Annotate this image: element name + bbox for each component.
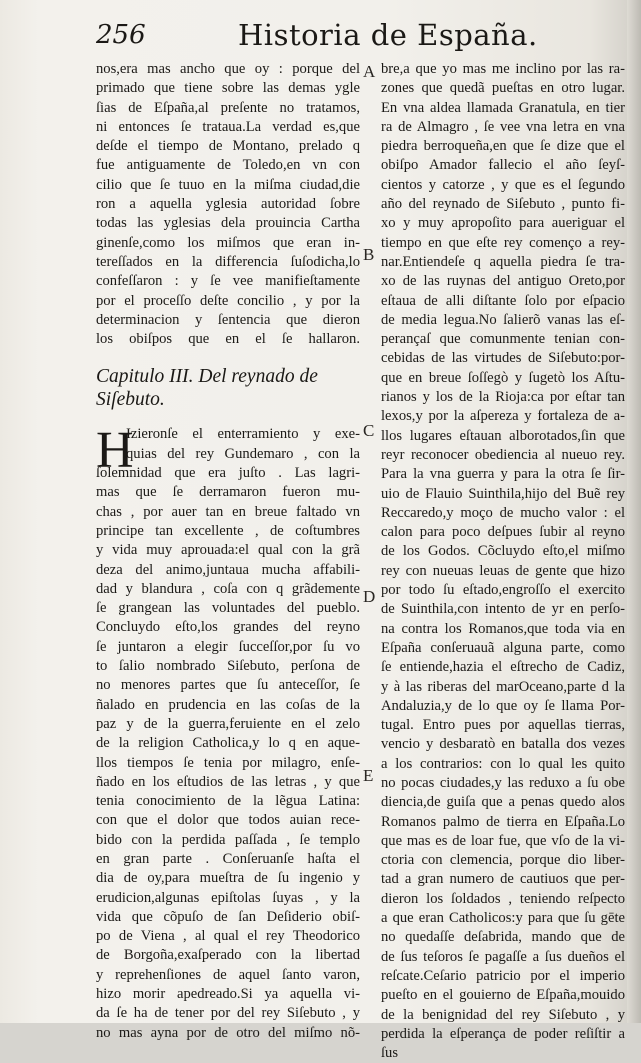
text-line: to ſalio nombrado Siſebuto, perſona de	[96, 658, 360, 675]
text-line: de Suinthila,con intento de yr en perſo-	[381, 601, 625, 618]
text-line: cebidas de las virtudes de Siſebuto:por-	[381, 350, 625, 367]
text-line: no menores partes que ſu anteceſſor, ſe	[96, 677, 360, 694]
text-line: ſias de Eſpaña,al preſente no tratamos,	[96, 99, 360, 116]
text-line: no pocas ciudades,y las reduxo a ſu obe	[381, 774, 625, 791]
text-line: cientos y catorze , y que es el ſegundo	[381, 176, 625, 193]
margin-marker-d: D	[363, 587, 376, 606]
text-line: nar.Entiendeſe q aquella piedra ſe tra-	[381, 253, 625, 270]
text-line: de media legua.No ſalierõ vanas las eſ-	[381, 311, 625, 328]
margin-marker-c: C	[363, 421, 375, 440]
text-line: fue antiguamente de Toledo,en vn con	[96, 157, 360, 174]
text-line: Reccaredo,y moço de mucho valor : el	[381, 504, 625, 521]
text-line: Para la vna guerra y para la otra ſe ſir-	[381, 466, 625, 483]
text-line: tugal. Entro pues por aquellas tierras,	[381, 717, 625, 734]
text-line: lexos,y por la aſpereza y fortaleza de a-	[381, 408, 625, 425]
text-line: diencia,de guiſa que a penas quedo alos	[381, 794, 625, 811]
text-line: primado que tiene sobre las demas ygle	[96, 80, 360, 97]
text-line: ñado en los eſtudios de las letras , y que	[96, 773, 360, 790]
text-line: obiſpo Amador fallecio el año ſeyſ-	[381, 157, 625, 174]
text-line: dia de oy,para mueſtra de ſu ingenio y	[96, 870, 360, 887]
text-line: que en breue ſoſſegò y ſugetò los Aſtu-	[381, 369, 625, 386]
text-line: a que eran Catholicos:y para que ſu gēte	[381, 910, 625, 927]
chapter-heading-line: Capitulo III. Del reynado de	[96, 366, 318, 388]
text-line: da ſe ha de tener por del rey Siſebuto , y	[96, 1005, 360, 1022]
text-line: de Borgoña,exaſperado con la libertad	[96, 947, 360, 964]
left-text-block	[96, 60, 360, 349]
text-line: de los Godos. Cõcluydo eſto,el miſmo	[381, 543, 625, 560]
text-line: vencio y desbaratò en batalla dos vezes	[381, 736, 625, 753]
text-line: ra de Almagro , ſe vee vna letra en vna	[381, 118, 625, 135]
text-line: Concluydo eſto,los grandes del reyno	[96, 619, 360, 636]
text-line: tenia conocimiento de la lẽgua Latina:	[96, 793, 360, 810]
text-line: por todo ſu eſtado,engroſſo el exercito	[381, 582, 625, 599]
text-line: que mas es de loar fue, que vſo de la vi-	[381, 832, 625, 849]
text-line: deſde el tiempo de Montano, prelado q	[96, 138, 360, 155]
text-line: na contra los Romanos,que toda via en	[381, 620, 625, 637]
text-line: pueſto en el gouierno de Eſpaña,mouido	[381, 987, 625, 1004]
text-line: y vida muy aprouada:el qual con la grã	[96, 542, 360, 559]
running-title: Historia de España.	[238, 18, 538, 52]
text-line: piedra berroqueña,en que ſe dize que el	[381, 138, 625, 155]
page-edge	[627, 0, 641, 1023]
text-line: de la religion Catholica,y lo q en aque-	[96, 735, 360, 752]
text-line: dad y blandura , coſa con q grãdemente	[96, 580, 360, 597]
margin-marker-a: A	[363, 62, 376, 81]
text-line: ſe entiende,hazia el eſtrecho de Cadiz,	[381, 659, 625, 676]
text-line: principe tan excellente , de coſtumbres	[96, 522, 360, 539]
text-line: y reprehenſiones de aquel ſanto varon,	[96, 966, 360, 983]
text-line: bido con la perdida paſſada , ſe templo	[96, 831, 360, 848]
right-column	[381, 60, 625, 1063]
text-line: rey con nueuas leuas de gente que hizo	[381, 562, 625, 579]
text-line: ſe juntaron a elegir ſucceſſor,por ſu vo	[96, 638, 360, 655]
text-line: no mas ayna por de otro del miſmo nõ-	[96, 1024, 360, 1041]
text-line: zones que quedã pueſtas en otro lugar.	[381, 80, 625, 97]
text-line: po de Viena , al qual el rey Theodorico	[96, 928, 360, 945]
text-line: deza del animo,juntaua mucha affabili-	[96, 561, 360, 578]
text-line: En vna aldea llamada Granatula, en tier	[381, 99, 625, 116]
text-line: de la benignidad del rey Siſebuto , y	[381, 1006, 625, 1023]
left-text-continued	[96, 464, 360, 1043]
dropcap-lines	[96, 425, 360, 464]
text-line: por el proceſſo deſte concilio , y por la	[96, 292, 360, 309]
page-header	[96, 14, 626, 54]
text-line: hizo morir apedreado.Si ya aquella vi-	[96, 986, 360, 1003]
text-line: perdida la eſperança de poder reſiſtir a	[381, 1025, 625, 1042]
text-line: cilio que ſe tuuo en la miſma ciudad,die	[96, 176, 360, 193]
text-line: y à las riberas del marOceano,parte d la	[381, 678, 625, 695]
text-line: ſolemnidad que era juſto . Las lagri-	[96, 465, 360, 482]
text-line: todas las yglesias dela prouincia Cartha	[96, 215, 360, 232]
text-line: los obiſpos que en el ſe hallaron.	[96, 331, 360, 348]
text-line: rianos y los de la Rioja:ca por eſtar tan	[381, 389, 625, 406]
text-line: Romanos palmo de tierra en Eſpaña.Lo	[381, 813, 625, 830]
text-line: ſus	[381, 1045, 399, 1062]
text-line: paz y de la guerra,feruiente en el zelo	[96, 715, 360, 732]
text-line: dieron los ſoldados , teniendo reſpecto	[381, 890, 625, 907]
text-line: uio de Flauio Suinthila,hijo del Buẽ rey	[381, 485, 625, 502]
drop-cap: H	[96, 422, 134, 480]
page-number: 256	[96, 20, 146, 50]
text-line: en gran parte . Conſeruanſe haſta el	[96, 850, 360, 867]
text-line: xo de las ruynas del antiguo Oreto,por	[381, 273, 625, 290]
text-line: tereſſados en la differencia ſuſodicha,lo	[96, 253, 360, 270]
chapter-heading	[96, 365, 360, 411]
text-line: bre,a que yo mas me inclino por las ra-	[381, 61, 625, 77]
text-line: con que el dolor que todos auian rece-	[96, 812, 360, 829]
text-line: calon para poco deſpues ſubir al reyno	[381, 524, 625, 541]
text-line: nos,era mas ancho que oy : porque del	[96, 61, 360, 77]
text-line: vida que cõpuſo de ſan Deſiderio obiſ-	[96, 908, 360, 925]
text-line: xo y muy apropoſito para aueriguar el	[381, 215, 625, 232]
text-line: quias del rey Gundemaro , con la	[126, 445, 360, 462]
text-line: determinacion y ſentencia que dieron	[96, 311, 360, 328]
text-line: chas , por auer tan en breue faltado vn	[96, 503, 360, 520]
chapter-paragraph	[96, 422, 360, 1043]
margin-marker-e: E	[363, 766, 374, 785]
text-line: no quedaſſe deſabrida, mando que de	[381, 929, 625, 946]
text-line: tad a gran numero de cautiuos que per-	[381, 871, 625, 888]
text-line: tiempo en que eſte rey començo a rey-	[381, 234, 625, 251]
margin-marker-b: B	[363, 245, 375, 264]
text-line: de ſus teſoros ſe pagaſſe a ſus dueños el	[381, 948, 625, 965]
text-line: a los contrarios: con lo qual les quito	[381, 755, 625, 772]
left-column	[96, 60, 360, 1043]
text-line: erudicion,algunas epiſtolas ſuyas , y la	[96, 889, 360, 906]
text-line: año del reynado de Siſebuto , punto fi-	[381, 196, 625, 213]
text-line: ſe grangean las voluntades del pueblo.	[96, 600, 360, 617]
text-line: ginenſe,como los miſmos que eran in-	[96, 234, 360, 251]
text-line: ctoria con clemencia, porque dio liber-	[381, 852, 625, 869]
text-line: Andaluzia,y de lo que oy ſe llama Por-	[381, 697, 625, 714]
chapter-heading-line: Siſebuto.	[96, 389, 165, 411]
text-line: ron a aquella yglesia autoridad ſobre	[96, 196, 360, 213]
text-line: Izieronſe el enterramiento y exe-	[126, 426, 360, 443]
text-line: llos lugares eſtauan alborotados,ſin que	[381, 427, 625, 444]
text-line: ni entonces ſe trataua.La verdad es,que	[96, 118, 360, 135]
text-line: eſtaua de alli diſtante ſolo por eſpacio	[381, 292, 625, 309]
text-line: mas que ſe derramaron fueron mu-	[96, 484, 360, 501]
text-line: llos tiempos ſe tenia por milagro, enſe-	[96, 754, 360, 771]
text-line: Eſpaña conſeruauã alguna parte, como	[381, 639, 625, 656]
text-line: perançaſ que comunmente tenian con-	[381, 331, 625, 348]
text-line: ñalado en prudencia en las coſas de la	[96, 696, 360, 713]
text-line: reſcate.Ceſario patricio por el imperio	[381, 967, 625, 984]
text-line: reyr reconocer obediencia al nueuo rey.	[381, 446, 625, 463]
text-line: confeſſaron : y ſe vee manifieſtamente	[96, 273, 360, 290]
